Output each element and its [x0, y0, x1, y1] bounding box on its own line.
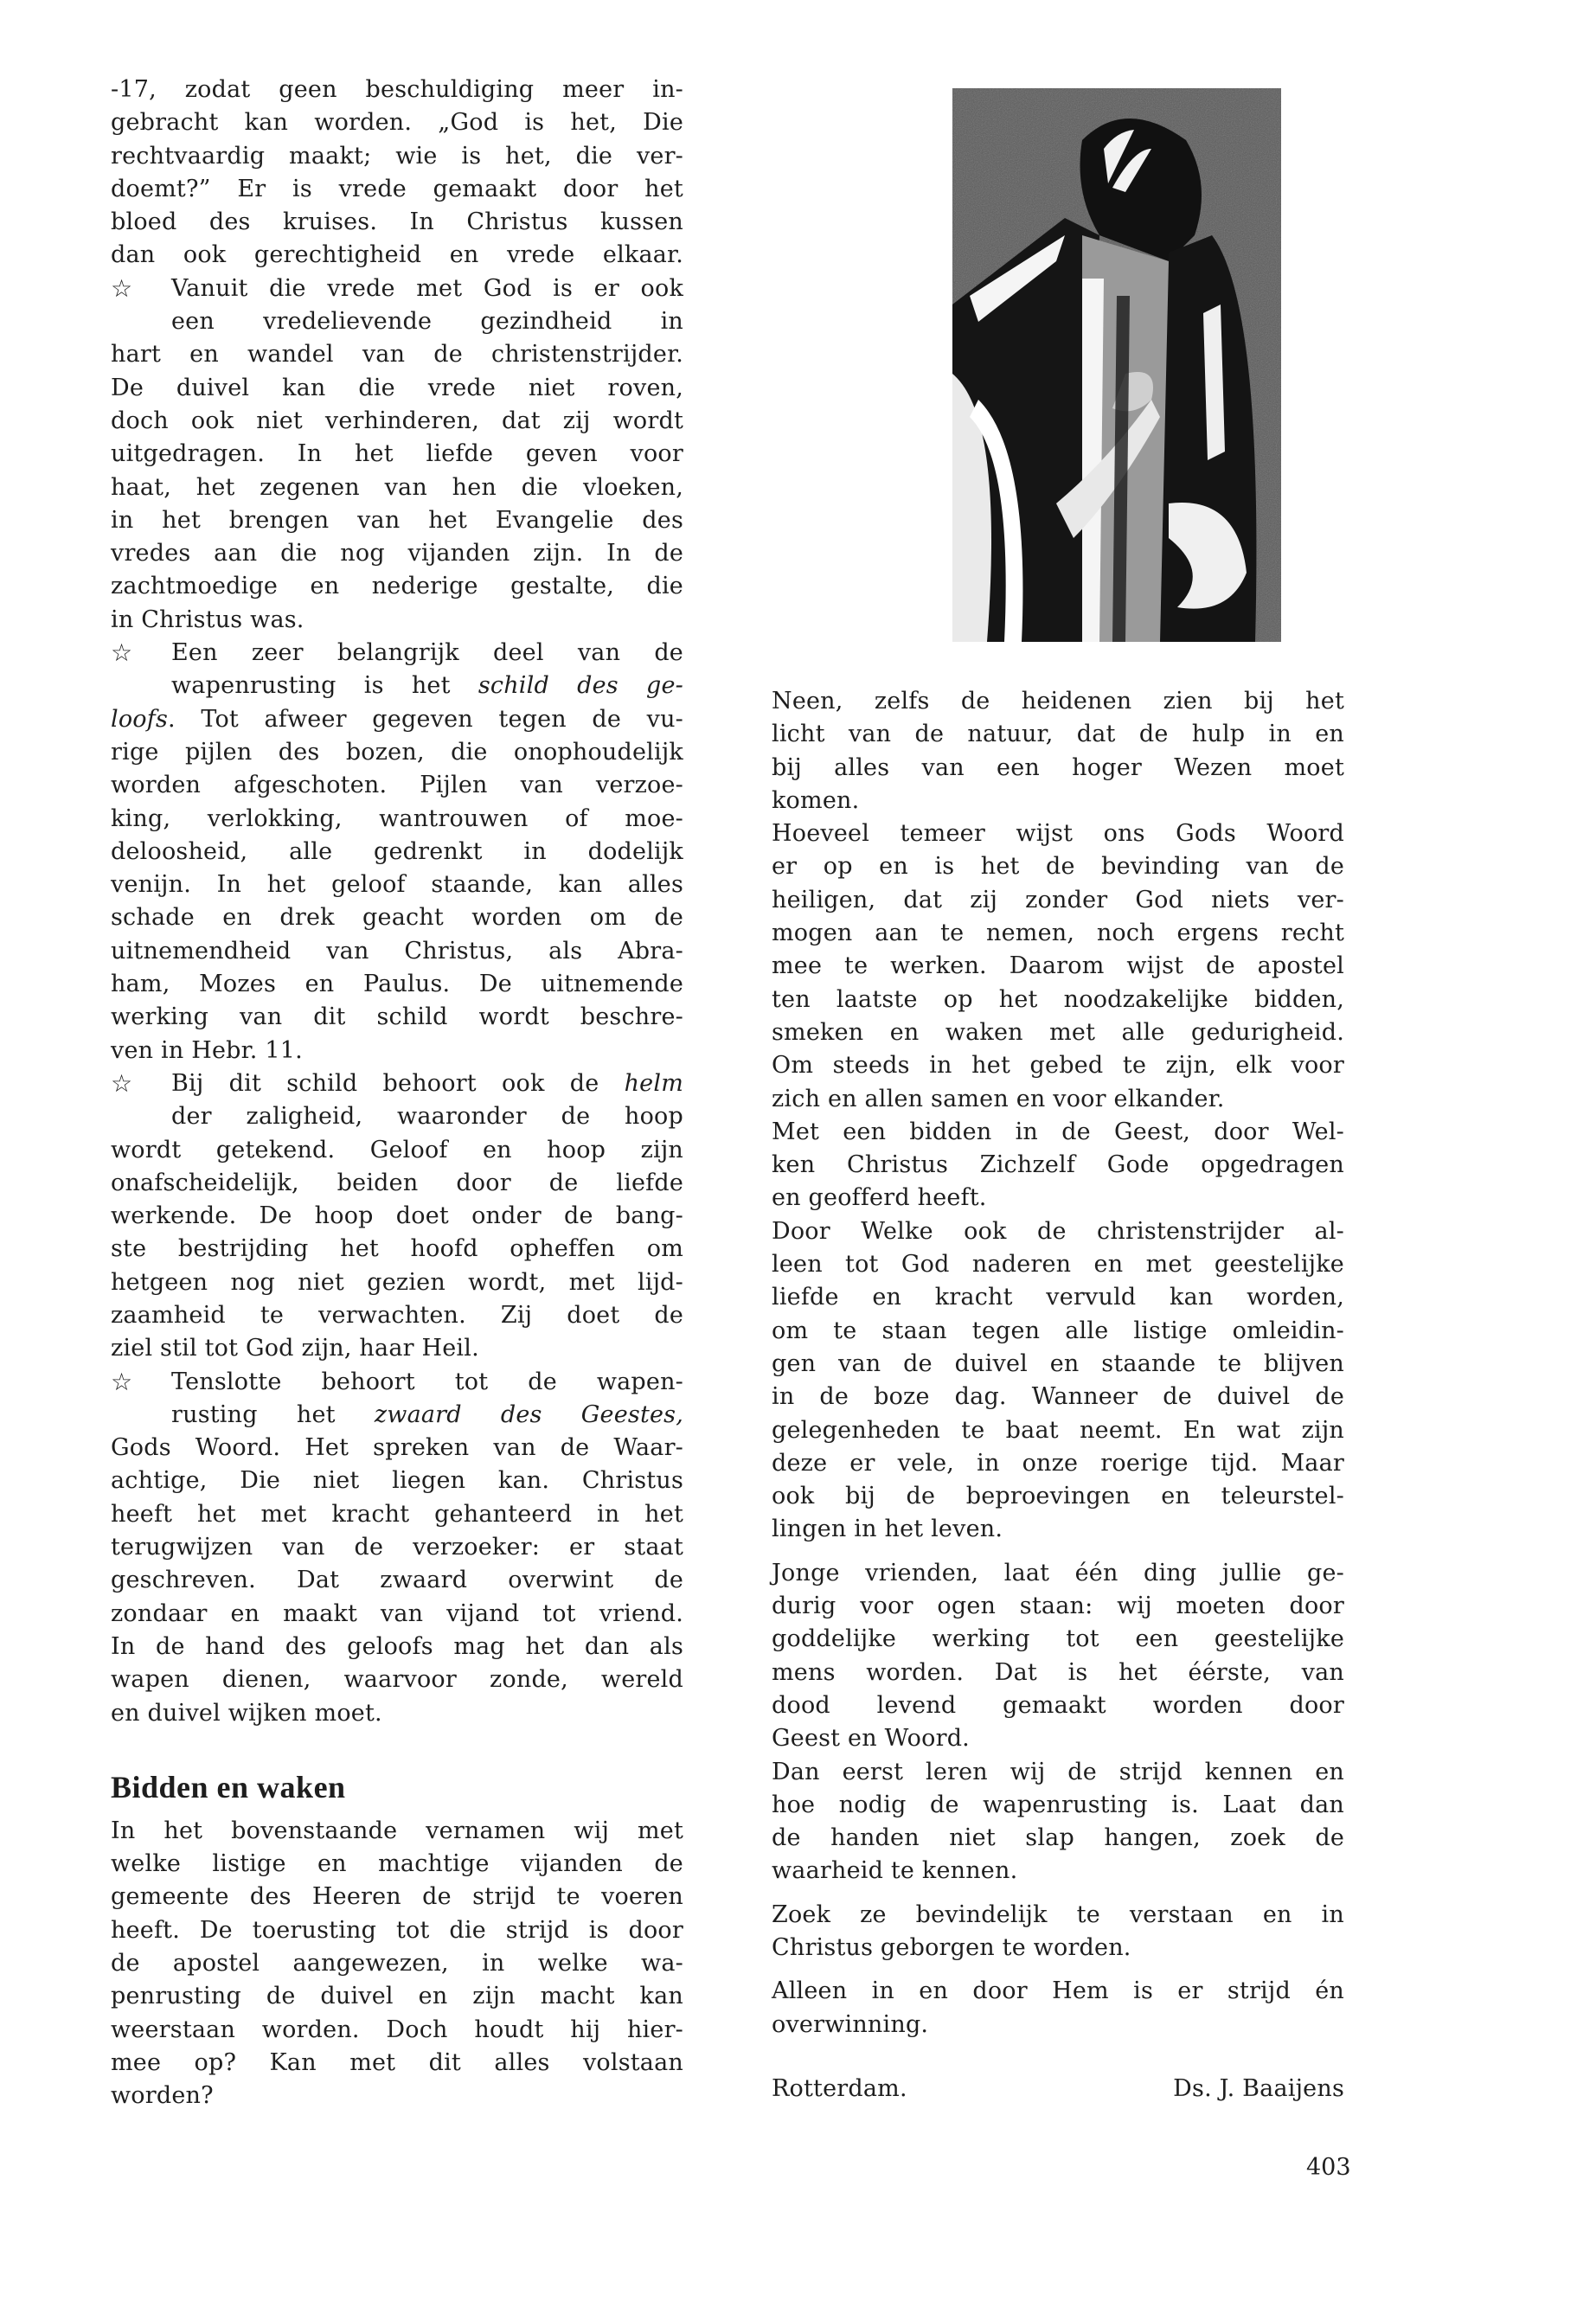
text-line: Hoeveel temeer wijst ons Gods Woord [772, 820, 1344, 848]
text-line: penrusting de duivel en zijn macht kan [111, 1983, 683, 2010]
text-line: uitnemendheid van Christus, als Abra- [111, 937, 683, 965]
section-heading: Bidden en waken [111, 1769, 346, 1804]
text-line: rige pijlen des bozen, die onophoudelijk [111, 738, 683, 766]
italic-term: schild des ge- [478, 672, 683, 700]
text-line: rechtvaardig maakt; wie is het, die ver- [111, 142, 683, 170]
text-line: de handen niet slap hangen, zoek de [772, 1824, 1344, 1852]
text-line: komen. [772, 786, 860, 814]
text-line: Geest en Woord. [772, 1725, 970, 1753]
text-line: durig voor ogen staan: wij moeten door [772, 1593, 1344, 1620]
text-line: doch ook niet verhinderen, dat zij wordt [111, 407, 683, 434]
text-line: gemeente des Heeren de strijd te voeren [111, 1883, 683, 1911]
text-line: heeft het met kracht gehanteerd in het [111, 1500, 683, 1528]
text-line: wapen dienen, waarvoor zonde, wereld [111, 1666, 683, 1694]
text-line: Om steeds in het gebed te zijn, elk voor [772, 1052, 1344, 1080]
text-line: hart en wandel van de christenstrijder. [111, 341, 683, 369]
text-line: worden? [111, 2082, 214, 2110]
text-line: bloed des kruises. In Christus kussen [111, 208, 683, 236]
text-line: In de hand des geloofs mag het dan als [111, 1632, 683, 1660]
text-line: smeken en waken met alle gedurigheid. [772, 1018, 1344, 1046]
text-line: in Christus was. [111, 606, 304, 633]
text-line: ☆ Een zeer belangrijk deel van de [111, 637, 683, 670]
text-line: In het bovenstaande vernamen wij met [111, 1817, 683, 1844]
paragraph-r8 [772, 1975, 1344, 2041]
paragraph-3 [111, 637, 683, 1067]
text-line: dood levend gemaakt worden door [772, 1691, 1344, 1719]
paragraph-1 [111, 74, 683, 272]
text-line: venijn. In het geloof staande, kan alles [111, 871, 683, 899]
text-line: heiligen, dat zij zonder God niets ver- [772, 886, 1344, 913]
text-line: ☆ Tenslotte behoort tot de wapen- [111, 1366, 683, 1399]
text-line: ken Christus Zichzelf Gode opgedragen [772, 1151, 1344, 1179]
text-line: gelegenheden te baat neemt. En wat zijn [772, 1416, 1344, 1444]
text-line: Dan eerst leren wij de strijd kennen en [772, 1758, 1344, 1785]
text-line: welke listige en machtige vijanden de [111, 1850, 683, 1878]
text-line: doemt?” Er is vrede gemaakt door het [111, 175, 683, 202]
text-line: der zaligheid, waaronder de hoop [171, 1103, 683, 1131]
spacer [772, 1547, 1344, 1557]
paragraph-r1 [772, 685, 1344, 817]
text-line: in het brengen van het Evangelie des [111, 506, 683, 534]
text-line: ziel stil tot God zijn, haar Heil. [111, 1335, 479, 1362]
text-line: in de boze dag. Wanneer de duivel de [772, 1383, 1344, 1411]
paragraph-r7 [772, 1899, 1344, 1965]
spacer [772, 1965, 1344, 1975]
text-line: ste bestrijding het hoofd opheffen om [111, 1235, 683, 1263]
text-line: de apostel aangewezen, in welke wa- [111, 1950, 683, 1977]
text-line: Zoek ze bevindelijk te verstaan en in [772, 1900, 1344, 1928]
text-line: heeft. De toerusting tot die strijd is door [111, 1916, 683, 1944]
text-line: mee op? Kan met dit alles volstaan [111, 2048, 683, 2076]
text-line: Alleen in en door Hem is er strijd én [772, 1977, 1344, 2005]
text-line: werkende. De hoop doet onder de bang- [111, 1202, 683, 1230]
text-line: bij alles van een hoger Wezen moet [772, 753, 1344, 781]
page-number: 403 [1306, 2154, 1351, 2181]
paragraph-r5 [772, 1557, 1344, 1756]
paragraph-r2 [772, 817, 1344, 1116]
paragraph-2 [111, 272, 683, 637]
text-line: zaamheid te verwachten. Zij doet de [111, 1301, 683, 1329]
text-line: achtige, Die niet liegen kan. Christus [111, 1467, 683, 1495]
text-line: gebracht kan worden. „God is het, Die [111, 109, 683, 137]
text-line: zich en allen samen en voor elkander. [772, 1085, 1225, 1112]
text-line: Neen, zelfs de heidenen zien bij het [772, 688, 1344, 715]
text-line: werking van dit schild wordt beschre- [111, 1003, 683, 1031]
text-line: uitgedragen. In het liefde geven voor [111, 440, 683, 468]
signature [772, 2073, 1344, 2106]
text-line: haat, het zegenen van hen die vloeken, [111, 473, 683, 501]
text-line: een vredelievende gezindheid in [171, 308, 683, 336]
star-icon: ☆ [111, 1068, 133, 1098]
paragraph-r6 [772, 1756, 1344, 1888]
text-line: De duivel kan die vrede niet roven, [111, 374, 683, 401]
text-line: rusting het zwaard des Geestes, [171, 1400, 684, 1428]
text-line: worden afgeschoten. Pijlen van verzoe- [111, 772, 683, 799]
robed-figure-image [952, 88, 1281, 642]
text-line: deloosheid, alle gedrenkt in dodelijk [111, 837, 683, 865]
text-line: ☆ Bij dit schild behoort ook de helm [111, 1067, 683, 1100]
text-line: wapenrusting is het schild des ge- [171, 672, 683, 700]
text-line: king, verlokking, wantrouwen of moe- [111, 804, 683, 832]
italic-term: helm [624, 1069, 683, 1097]
text-line: vredes aan die nog vijanden zijn. In de [111, 540, 683, 567]
paragraph-6 [111, 1815, 683, 2113]
text-line: licht van de natuur, dat de hulp in en [772, 721, 1344, 748]
text-line: hetgeen nog niet gezien wordt, met lijd- [111, 1268, 683, 1296]
text-line: leen tot God naderen en met geestelijke [772, 1251, 1344, 1279]
italic-term: loofs [111, 705, 168, 733]
signature-place: Rotterdam. [772, 2074, 907, 2102]
text-line: om te staan tegen alle listige omleidin- [772, 1317, 1344, 1344]
signature-author: Ds. J. Baaijens [1173, 2074, 1344, 2102]
text-line: ven in Hebr. 11. [111, 1036, 303, 1064]
text-line: Gods Woord. Het spreken van de Waar- [111, 1434, 683, 1462]
text-line: ☆ Vanuit die vrede met God is er ook [111, 272, 683, 305]
right-column [772, 685, 1344, 2106]
woodcut-illustration [952, 88, 1281, 642]
spacer [772, 1888, 1344, 1899]
text-line: mens worden. Dat is het éérste, van [772, 1658, 1344, 1686]
text-line: wordt getekend. Geloof en hoop zijn [111, 1136, 683, 1163]
paragraph-5 [111, 1366, 683, 1730]
text-line: schade en drek geacht worden om de [111, 904, 683, 932]
star-icon: ☆ [111, 638, 133, 668]
italic-term: zwaard des Geestes, [374, 1400, 684, 1428]
paragraph-r3 [772, 1116, 1344, 1215]
text-line: zachtmoedige en nederige gestalte, die [111, 573, 683, 600]
paragraph-4 [111, 1067, 683, 1366]
text-line: geschreven. Dat zwaard overwint de [111, 1567, 683, 1594]
text-line: weerstaan worden. Doch houdt hij hier- [111, 2016, 683, 2043]
text-line: goddelijke werking tot een geestelijke [772, 1625, 1344, 1653]
text-line: er op en is het de bevinding van de [772, 853, 1344, 881]
text-line: -17, zodat geen beschuldiging meer in- [111, 76, 683, 103]
text-line: overwinning. [772, 2010, 929, 2038]
text-line: deze er vele, in onze roerige tijd. Maar [772, 1449, 1344, 1477]
text-line: ook bij de beproevingen en teleurstel- [772, 1483, 1344, 1510]
text-line: zondaar en maakt van vijand tot vriend. [111, 1599, 683, 1627]
text-line: ten laatste op het noodzakelijke bidden, [772, 985, 1344, 1013]
spacer [111, 1730, 683, 1761]
text-line: dan ook gerechtigheid en vrede elkaar. [111, 241, 683, 269]
text-line: terugwijzen van de verzoeker: er staat [111, 1534, 683, 1561]
text-line: Door Welke ook de christenstrijder al- [772, 1217, 1344, 1245]
text-line: Jonge vrienden, laat één ding jullie ge- [772, 1559, 1344, 1586]
text-line: hoe nodig de wapenrusting is. Laat dan [772, 1791, 1344, 1818]
text-line: loofs. Tot afweer gegeven tegen de vu- [111, 705, 683, 733]
text-line: mee te werken. Daarom wijst de apostel [772, 952, 1344, 980]
paragraph-r4 [772, 1215, 1344, 1547]
text-line: liefde en kracht vervuld kan worden, [772, 1284, 1344, 1311]
text-line: ham, Mozes en Paulus. De uitnemende [111, 971, 683, 998]
text-line: mogen aan te nemen, noch ergens recht [772, 920, 1344, 947]
text-line: Met een bidden in de Geest, door Wel- [772, 1118, 1344, 1145]
left-column [111, 74, 683, 2113]
star-icon: ☆ [111, 1367, 133, 1396]
text-line: en geofferd heeft. [772, 1184, 987, 1212]
star-icon: ☆ [111, 273, 133, 303]
text-line: lingen in het leven. [772, 1516, 1003, 1543]
text-line: Christus geborgen te worden. [772, 1933, 1131, 1961]
spacer [772, 2041, 1344, 2073]
text-line: en duivel wijken moet. [111, 1699, 382, 1727]
text-line: gen van de duivel en staande te blijven [772, 1349, 1344, 1377]
text-line: onafscheidelijk, beiden door de liefde [111, 1169, 683, 1196]
text-line: waarheid te kennen. [772, 1857, 1018, 1885]
